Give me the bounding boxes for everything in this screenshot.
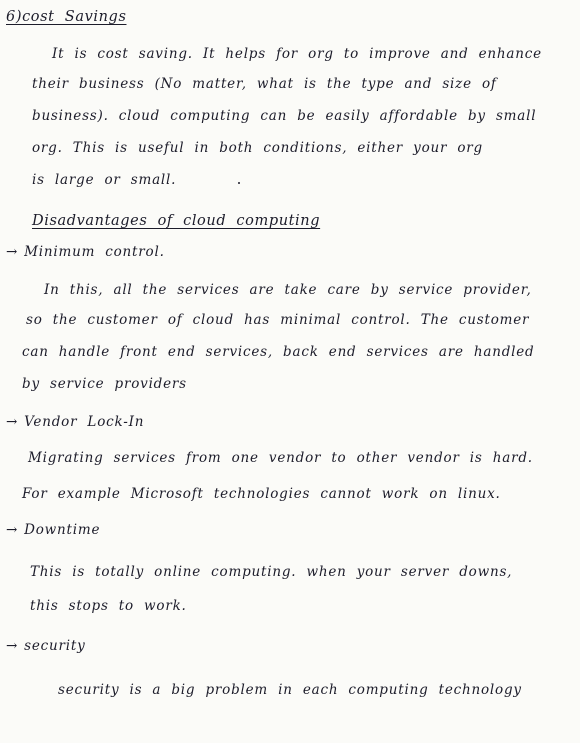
downtime-line-2: this stops to work. — [30, 598, 187, 614]
disadvantages-heading: Disadvantages of cloud computing — [32, 213, 321, 229]
minimum-control-title — [6, 246, 165, 260]
cost-savings-line-2: their business (No matter, what is the type and size of — [32, 76, 497, 92]
vendor-lock-in-title — [6, 416, 144, 430]
cost-savings-line-4: org. This is useful in both conditions, either your org — [32, 140, 483, 156]
cost-savings-line-1: It is cost saving. It helps for org to improve and enhance — [52, 46, 542, 62]
arrow-icon: → — [6, 638, 19, 654]
minimum-control-line-2: so the customer of cloud has minimal control. The customer — [26, 312, 530, 328]
vendor-lock-in-line-2: For example Microsoft technologies cannot work on linux. — [22, 486, 501, 502]
vendor-lock-in-title-text: Vendor Lock-In — [24, 414, 145, 430]
cost-savings-heading: 6)cost Savings — [6, 9, 127, 25]
stray-dot — [238, 182, 240, 184]
security-line-1: security is a big problem in each computing technology — [58, 682, 522, 698]
security-title — [6, 640, 86, 654]
minimum-control-line-4: by service providers — [22, 376, 187, 392]
arrow-icon: → — [6, 414, 19, 430]
vendor-lock-in-line-1: Migrating services from one vendor to other vendor is hard. — [28, 450, 533, 466]
downtime-title-text: Downtime — [24, 522, 101, 538]
cost-savings-line-5: is large or small. — [32, 172, 177, 188]
arrow-icon: → — [6, 522, 19, 538]
minimum-control-line-3: can handle front end services, back end services are handled — [22, 344, 535, 360]
security-title-text: security — [24, 638, 86, 654]
minimum-control-title-text: Minimum control. — [24, 244, 165, 260]
arrow-icon: → — [6, 244, 19, 260]
downtime-line-1: This is totally online computing. when your server downs, — [30, 564, 513, 580]
minimum-control-line-1: In this, all the services are take care by service provider, — [44, 282, 532, 298]
downtime-title — [6, 524, 100, 538]
cost-savings-line-3: business). cloud computing can be easily affordable by small — [32, 108, 537, 124]
